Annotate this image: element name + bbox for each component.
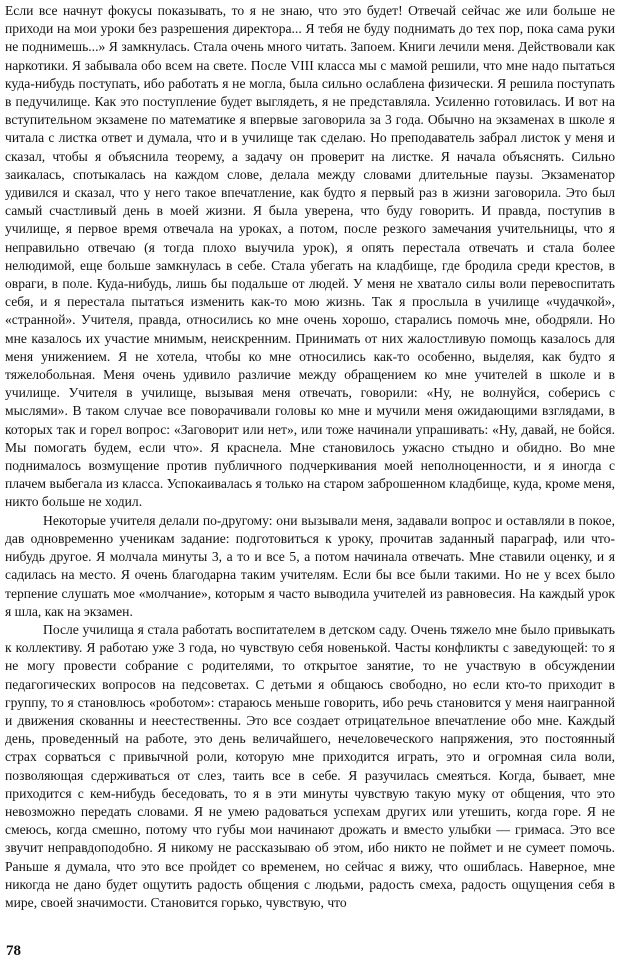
paragraph-3: После училища я стала работать воспитателем в детском саду. Очень тяжело мне было привыкать к коллективу. Я работаю уже 3 года, но чувствую себя новенькой. Часты конфликты с заведующей: то я не могу провести собрание с родителями, то открытое занятие, то не участвую в обсуждении педагогических вопросов на педсоветах. С детьми я общаюсь свободно, но если кто-то приходит в группу, то я становлюсь «роботом»: стараюсь меньше говорить, ибо речь становится у меня наигранной и движения скованны и неестественны. Это все создает отрицательное впечатление обо мне. Каждый день, проведенный на работе, это день величайшего, нечеловеческого напряжения, это постоянный страх сорваться с привычной роли, которую мне приходится играть, это и огромная сила воли, позволяющая сдерживаться от слез, таить все в себе. Я разучилась смеяться. Когда, бывает, мне приходится с кем-нибудь беседовать, то я в эти минуты чувствую такую муку от общения, что это невозможно передать словами. Я не умею радоваться успехам других или утешить, когда горе. Я не смеюсь, когда смешно, потому что губы мои начинают дрожать и вместо улыбки — гримаса. Это все звучит неправдоподобно. Я никому не рассказываю об этом, ибо никто не поймет и не сумеет помочь. Раньше я думала, что это все пройдет со временем, но сейчас я вижу, что ошиблась. Наверное, мне никогда не дано будет ощутить радость общения с людьми, радость смеха, радость ощущения себя в мире, своей значимости. Становится горько, чувствую, что: [5, 621, 615, 910]
paragraph-2: Некоторые учителя делали по-другому: они вызывали меня, задавали вопрос и оставляли в покое, дав одновременно ученикам задание: подготовиться к уроку, прочитав заданный параграф, или что-нибудь другое. Я молчала минуты 3, а то и все 5, а потом начинала отвечать. Мне ставили оценку, и я садилась на место. Я очень благодарна таким учителям. Если бы все были такими. Но не у всех было терпение слушать мое «молчание», которым я часто выводила учителей из равновесия. На каждый урок я шла, как на экзамен.: [5, 512, 615, 619]
page-number: 78: [6, 943, 21, 959]
paragraph-1: Если все начнут фокусы показывать, то я не знаю, что это будет! Отвечай сейчас же или больше не приходи на мои уроки без разрешения директора... Я тебя не буду поднимать до тех пор, пока сама руки не поднимешь...» Я замкнулась. Стала очень много читать. Запоем. Книги лечили меня. Действовали как наркотики. Я забывала обо всем на свете. После VIII класса мы с мамой решили, что мне надо пытаться куда-нибудь поступать, ибо работать я не могла, была сильно ослаблена физически. Я решила поступать в педучилище. Как это поступление будет выглядеть, я не представляла. Усиленно готовилась. И вот на вступительном экзамене по математике я впервые заговорила за 3 года. Обычно на экзаменах в школе я читала с листка ответ и думала, что и в училище так сделаю. Но преподаватель забрал листок у меня и сказал, чтобы я объяснила теорему, а задачу он проверит на листке. Я начала объяснять. Сильно заикалась, спотыкалась на каждом слове, делала между словами длительные паузы. Экзаменатор удивился и сказал, что у него такое впечатление, как будто я первый раз в жизни заговорила. Это был самый счастливый день в моей жизни. Я была уверена, что буду говорить. И правда, поступив в училище, я первое время отвечала на уроках, а потом, после резкого замечания учительницы, что я неправильно отвечаю (я тогда плохо выучила урок), я опять перестала отвечать и стала более нелюдимой, еще больше замкнулась в себе. Стала убегать на кладбище, где бродила среди крестов, в овраги, в поле. Куда-нибудь, лишь бы подальше от людей. У меня не хватало силы воли перевоспитать себя, и я перестала пытаться изменить как-то мою жизнь. Так я прослыла в училище «чудачкой», «странной». Учителя, правда, относились ко мне очень хорошо, старались помочь мне, ободряли. Но мне казалось их участие мнимым, неискренним. Принимать от них жалостливую помощь казалось для меня унижением. Я не хотела, чтобы ко мне относились как-то особенно, выделяя, как будто я тяжелобольная. Меня очень удивило различие между обращением ко мне учителей в школе и в училище. Учителя в училище, вызывая меня отвечать, говорили: «Ну, не волнуйся, соберись с мыслями». В таком случае все поворачивали головы ко мне и мучили меня ожидающими взглядами, в которых так и горел вопрос: «Заговорит или нет», или тоже начинали упрашивать: «Ну, давай, не бойся. Мы помогать будем, если что». Я краснела. Мне становилось ужасно стыдно и обидно. Во мне поднималось возмущение против публичного подчеркивания моей неполноценности, и я иногда с плачем выбегала из класса. Успокаивалась я только на старом заброшенном кладбище, куда, кроме меня, никто больше не ходил.: [5, 3, 615, 510]
